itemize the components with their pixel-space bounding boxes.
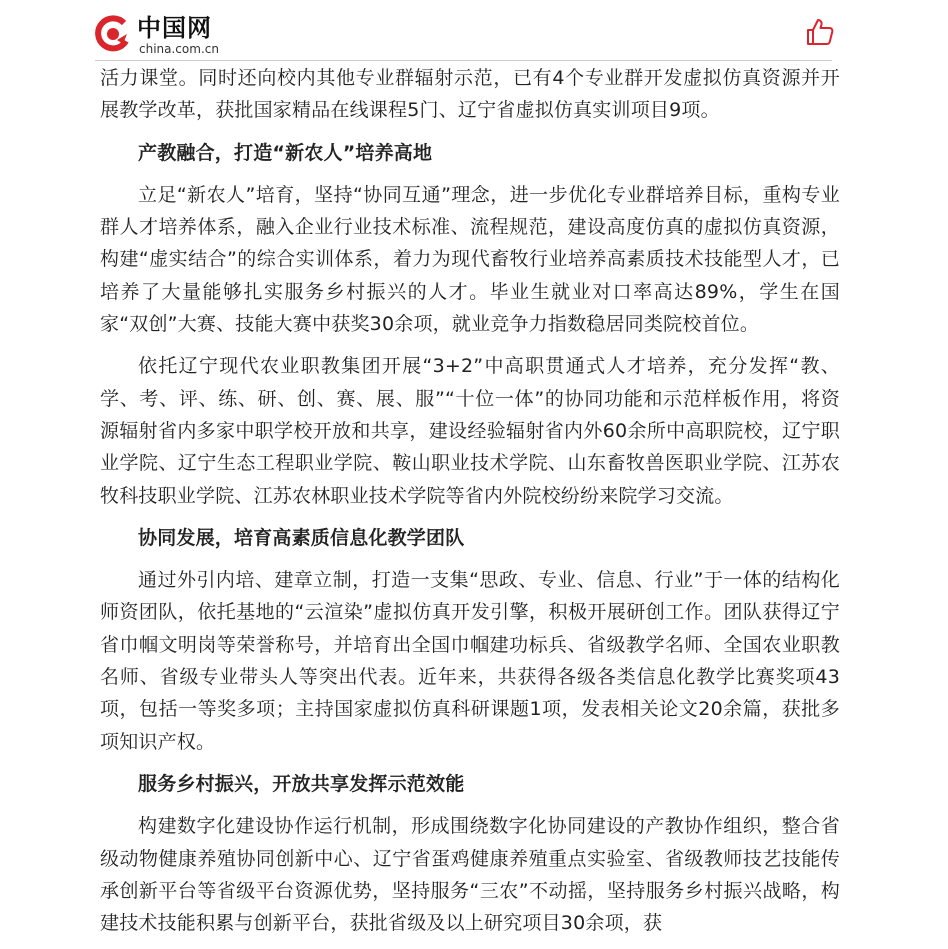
article-body bbox=[100, 62, 840, 949]
header-divider bbox=[95, 60, 832, 61]
article-paragraph: 依托辽宁现代农业职教集团开展“3+2”中高职贯通式人才培养，充分发挥“教、学、考、评、练、研、创、赛、展、服”“十位一体”的协同功能和示范样板作用，将资源辐射省内多家中职学校开放和共享，建设经验辐射省内外60余所中高职院校，辽宁职业学院、辽宁生态工程职业学院、鞍山职业技术学院、山东畜牧兽医职业学院、江苏农牧科技职业学院、江苏农林职业技术学院等省内外院校纷纷来院学习交流。 bbox=[100, 355, 840, 507]
section-heading: 产教融合，打造“新农人”培养高地 bbox=[138, 141, 433, 164]
thumbs-up-icon[interactable] bbox=[804, 16, 836, 48]
article-paragraph: 立足“新农人”培育，坚持“协同互通”理念，进一步优化专业群培养目标，重构专业群人才培养体系，融入企业行业技术标准、流程规范，建设高度仿真的虚拟仿真资源，构建“虚实结合”的综合实训体系，着力为现代畜牧行业培养高素质技术技能型人才，已培养了大量能够扎实服务乡村振兴的人才。毕业生就业对口率高达89%，学生在国家“双创”大赛、技能大赛中获奖30余项，就业竞争力指数稳居同类院校首位。 bbox=[100, 183, 840, 336]
section-heading: 服务乡村振兴，开放共享发挥示范效能 bbox=[138, 772, 465, 795]
site-header bbox=[0, 0, 948, 62]
article-paragraph: 构建数字化建设协作运行机制，形成围绕数字化协同建设的产教协作组织，整合省级动物健康养殖协同创新中心、辽宁省蛋鸡健康养殖重点实验室、省级教师技艺技能传承创新平台等省级平台资源优势，坚持服务“三农”不动摇，坚持服务乡村振兴战略，构建技术技能积累与创新平台，获批省级及以上研究项目30余项，获 bbox=[100, 815, 840, 935]
site-logo[interactable] bbox=[93, 14, 233, 58]
china-net-logo-icon bbox=[93, 14, 133, 54]
logo-domain: china.com.cn bbox=[139, 42, 219, 56]
section-heading: 协同发展，培育高素质信息化教学团队 bbox=[138, 526, 465, 549]
article-paragraph: 通过外引内培、建章立制，打造一支集“思政、专业、信息、行业”于一体的结构化师资团队，依托基地的“云渲染”虚拟仿真开发引擎，积极开展研创工作。团队获得辽宁省巾帼文明岗等荣誉称号，并培育出全国巾帼建功标兵、省级教学名师、全国农业职教名师、省级专业带头人等突出代表。近年来，共获得各级各类信息化教学比赛奖项43项，包括一等奖多项；主持国家虚拟仿真科研课题1项，发表相关论文20余篇，获批多项知识产权。 bbox=[100, 569, 840, 753]
article-paragraph: 活力课堂。同时还向校内其他专业群辐射示范，已有4个专业群开发虚拟仿真资源并开展教学改革，获批国家精品在线课程5门、辽宁省虚拟仿真实训项目9项。 bbox=[100, 67, 840, 122]
logo-text: 中国网 bbox=[137, 14, 212, 42]
